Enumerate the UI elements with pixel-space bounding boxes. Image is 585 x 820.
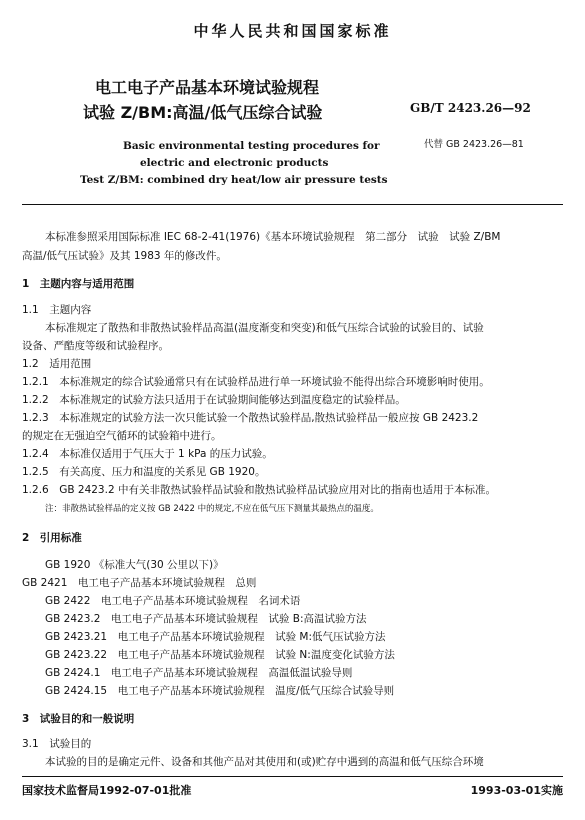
reference-item: GB 2424.1 电工电子产品基本环境试验规程 高温低温试验导则 [45, 667, 353, 679]
reference-item: GB 2423.22 电工电子产品基本环境试验规程 试验 N:温度变化试验方法 [45, 649, 395, 661]
standard-number: GB/T 2423.26—92 [410, 101, 531, 115]
section-3-1-text: 本试验的目的是确定元件、设备和其他产品对其使用和(或)贮存中遇到的高温和低气压综合环境 [45, 756, 484, 768]
clause-1-2-5: 1.2.5 有关高度、压力和温度的关系见 GB 1920。 [22, 466, 266, 478]
replaces-note: 代替 GB 2423.26—81 [424, 139, 524, 150]
section-1-heading: 1 主题内容与适用范围 [22, 278, 135, 290]
title-line-2: 试验 Z/BM:高温/低气压综合试验 [83, 103, 323, 122]
reference-item: GB 2424.15 电工电子产品基本环境试验规程 温度/低气压综合试验导则 [45, 685, 395, 697]
section-1-1-text-1: 本标准规定了散热和非散热试验样品高温(温度渐变和突变)和低气压综合试验的试验目的、试验 [45, 322, 484, 334]
section-1-1-heading: 1.1 主题内容 [22, 304, 92, 316]
clause-1-2-3-line-2: 的规定在无强迫空气循环的试验箱中进行。 [22, 430, 222, 442]
header-divider [22, 204, 563, 205]
footer-divider [22, 776, 563, 777]
reference-item: GB 2423.21 电工电子产品基本环境试验规程 试验 M:低气压试验方法 [45, 631, 386, 643]
reference-item: GB 2421 电工电子产品基本环境试验规程 总则 [22, 577, 257, 589]
clause-1-2-6: 1.2.6 GB 2423.2 中有关非散热试验样品试验和散热试验样品试验应用对比的指南也适用于本标准。 [22, 484, 496, 496]
english-title-line-2: electric and electronic products [140, 157, 329, 169]
effective-date: 1993-03-01实施 [470, 784, 563, 797]
clause-1-2-1: 1.2.1 本标准规定的综合试验通常只有在试验样品进行单一环境试验不能得出综合环境影响时使用。 [22, 376, 490, 388]
title-line-1: 电工电子产品基本环境试验规程 [95, 78, 320, 97]
intro-line-1: 本标准参照采用国际标准 IEC 68-2-41(1976)《基本环境试验规程 第二部分 试验 试验 Z/BM [45, 231, 501, 243]
section-3-heading: 3 试验目的和一般说明 [22, 713, 135, 725]
clause-1-2-2: 1.2.2 本标准规定的试验方法只适用于在试验期间能够达到温度稳定的试验样品。 [22, 394, 406, 406]
intro-line-2: 高温/低气压试验》及其 1983 年的修改件。 [22, 250, 227, 262]
section-2-heading: 2 引用标准 [22, 532, 82, 544]
approval-date: 国家技术监督局1992-07-01批准 [22, 784, 192, 797]
section-1-2-heading: 1.2 适用范围 [22, 358, 92, 370]
section-1-1-text-2: 设备、严酷度等级和试验程序。 [22, 340, 169, 352]
clause-1-2-4: 1.2.4 本标准仅适用于气压大于 1 kPa 的压力试验。 [22, 448, 273, 460]
reference-item: GB 2422 电工电子产品基本环境试验规程 名词术语 [45, 595, 301, 607]
clause-1-2-3-line-1: 1.2.3 本标准规定的试验方法一次只能试验一个散热试验样品,散热试验样品一般应按 GB 2423.2 [22, 412, 479, 424]
reference-item: GB 1920 《标准大气(30 公里以下)》 [45, 559, 224, 571]
english-title-line-3: Test Z/BM: combined dry heat/low air pressure tests [80, 174, 388, 186]
national-standard-header: 中华人民共和国国家标准 [193, 22, 392, 40]
section-3-1-heading: 3.1 试验目的 [22, 738, 92, 750]
english-title-line-1: Basic environmental testing procedures for [123, 140, 380, 152]
note: 注：非散热试验样品的定义按 GB 2422 中的规定,不应在低气压下测量其最热点的温度。 [45, 504, 379, 514]
reference-item: GB 2423.2 电工电子产品基本环境试验规程 试验 B:高温试验方法 [45, 613, 367, 625]
